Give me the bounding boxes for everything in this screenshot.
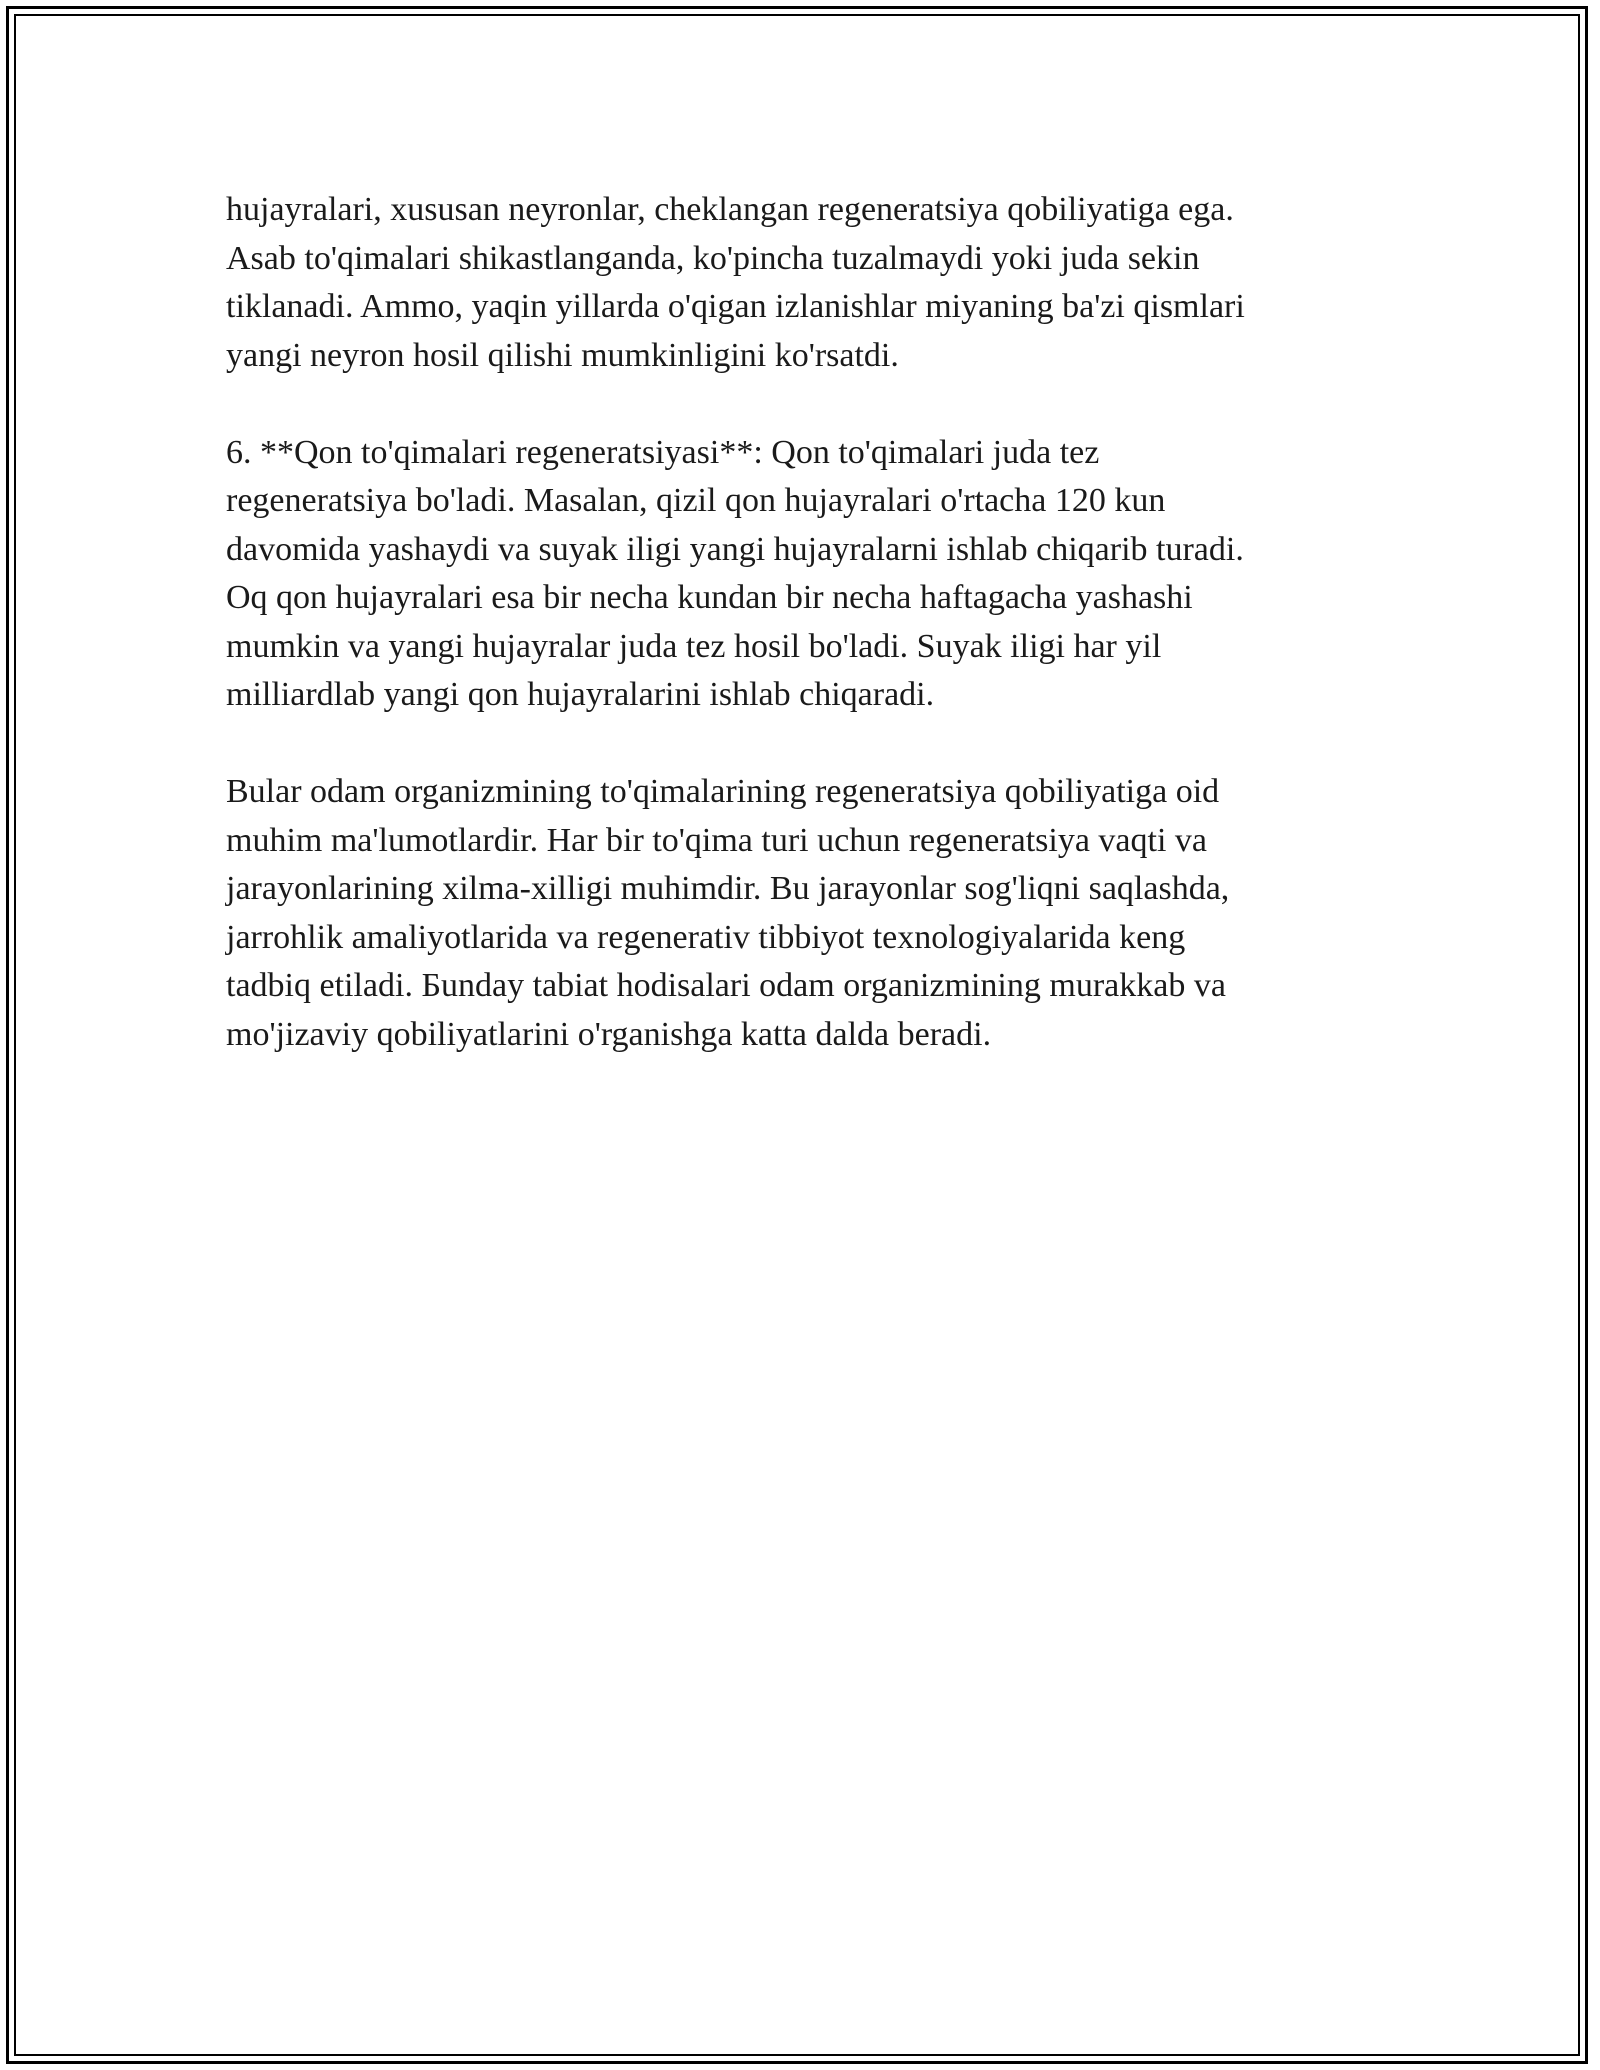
text-line: hujayralari, xususan neyronlar, cheklangan regeneratsiya qobiliyatiga ega. [226, 191, 1234, 228]
text-line: tadbiq etiladi. Бunday tabiat hodisalari odam organizmining murakkab va [226, 967, 1226, 1004]
text-line: 6. **Qon to'qimalari regeneratsiyasi**: Qon to'qimalari juda tez [226, 433, 1100, 471]
paragraph-conclusion [226, 768, 1376, 1059]
text-line: Asab to'qimalari shikastlanganda, ko'pincha tuzalmaydi yoki juda sekin [226, 239, 1200, 277]
text-line: mumkin va yangi hujayralar juda tez hosil bo'ladi. Suyak iligi har yil [226, 627, 1162, 665]
text-line: muhim ma'lumotlardir. Har bir to'qima turi uchun regeneratsiya vaqti va [226, 821, 1207, 859]
paragraph-blood-tissue [226, 429, 1376, 720]
text-line: Oq qon hujayralari esa bir necha kundan bir necha haftagacha yashashi [226, 579, 1193, 616]
text-line: milliardlab yangi qon hujayralarini ishlab chiqaradi. [226, 676, 935, 713]
text-line: mo'jizaviy qobiliyatlarini o'rganishga katta dalda beradi. [226, 1015, 992, 1053]
text-line: jarayonlarining xilma-xilligi muhimdir. Bu jarayonlar sog'liqni saqlashda, [226, 870, 1230, 907]
text-line: davomida yashaydi va suyak iligi yangi hujayralarni ishlab chiqarib turadi. [226, 530, 1244, 568]
paragraph-neurons [226, 186, 1376, 380]
text-line: regeneratsiya bo'ladi. Masalan, qizil qon hujayralari o'rtacha 120 kun [226, 482, 1166, 519]
text-line: tiklanadi. Ammo, yaqin yillarda o'qigan izlanishlar miyaning ba'zi qismlari [226, 288, 1245, 325]
document-body [226, 186, 1376, 1108]
text-line: jarrohlik amaliyotlarida va regenerativ tibbiyot texnologiyalarida keng [226, 918, 1186, 956]
text-line: Bular odam organizmining to'qimalarining regeneratsiya qobiliyatiga oid [226, 773, 1220, 810]
text-line: yangi neyron hosil qilishi mumkinligini ko'rsatdi. [226, 336, 899, 374]
